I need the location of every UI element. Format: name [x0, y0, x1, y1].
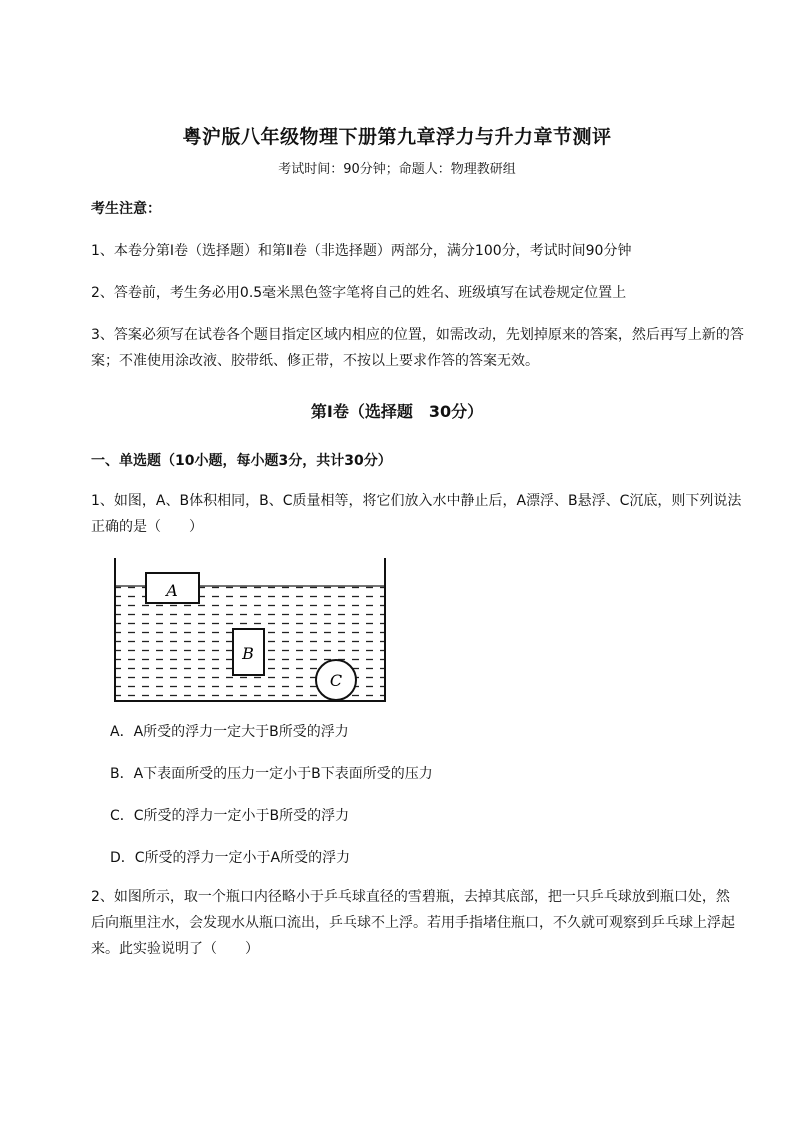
label-c: C: [329, 671, 343, 690]
exam-info: 考试时间：90分钟；命题人：物理教研组: [278, 162, 516, 177]
option-a: A．A所受的浮力一定大于B所受的浮力: [110, 724, 349, 740]
page-title: 粤沪版八年级物理下册第九章浮力与升力章节测评: [182, 126, 612, 148]
buoyancy-figure: [112, 556, 390, 706]
notice-item-2: 2、答卷前，考生务必用0.5毫米黑色签字笔将自己的姓名、班级填写在试卷规定位置上: [91, 285, 627, 301]
notice-heading: 考生注意：: [91, 201, 161, 217]
option-d: D．C所受的浮力一定小于A所受的浮力: [110, 850, 351, 866]
option-b: B．A下表面所受的压力一定小于B下表面所受的压力: [110, 766, 433, 782]
label-a: A: [166, 581, 178, 600]
question-1-stem: 1、如图，A、B体积相同，B、C质量相等，将它们放入水中静止后，A漂浮、B悬浮、C沉底，则下列说法正确的是（ ）: [91, 493, 742, 535]
question-2-stem: 2、如图所示，取一个瓶口内径略小于乒乓球直径的雪碧瓶，去掉其底部，把一只乒乓球放到瓶口处，然后向瓶里注水，会发现水从瓶口流出，乒乓球不上浮。若用手指堵住瓶口，不久就可观察到乒乓球上浮起来。此实验说明了（ ）: [91, 889, 735, 957]
notice-item-1: 1、本卷分第I卷（选择题）和第Ⅱ卷（非选择题）两部分，满分100分，考试时间90分钟: [91, 243, 632, 259]
section-title: 第I卷（选择题 30分）: [310, 402, 484, 421]
part-heading: 一、单选题（10小题，每小题3分，共计30分）: [91, 453, 392, 469]
label-b: B: [242, 644, 254, 663]
option-c: C．C所受的浮力一定小于B所受的浮力: [110, 808, 350, 824]
notice-item-3: 3、答案必须写在试卷各个题目指定区域内相应的位置，如需改动，先划掉原来的答案，然后再写上新的答案；不准使用涂改液、胶带纸、修正带，不按以上要求作答的答案无效。: [91, 327, 744, 369]
